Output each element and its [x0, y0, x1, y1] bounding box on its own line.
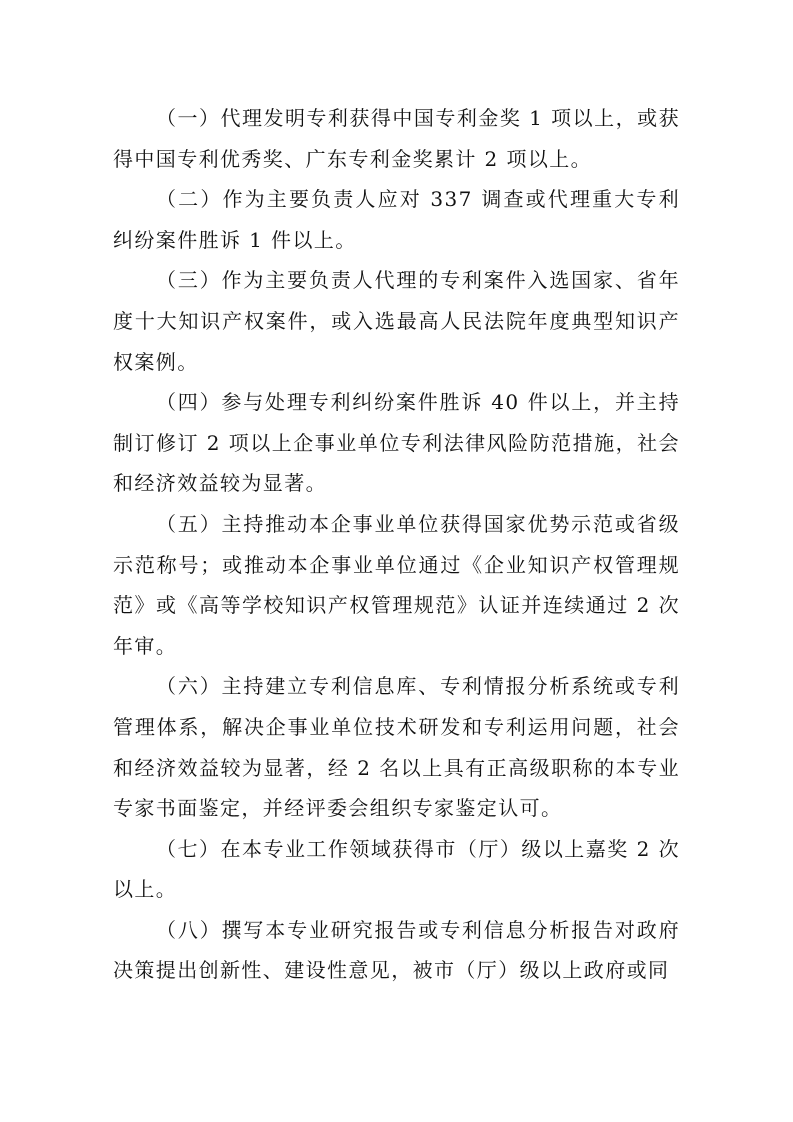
criterion-2-paragraph: （二）作为主要负责人应对 337 调查或代理重大专利纠纷案件胜诉 1 件以上。	[113, 187, 680, 252]
criterion-6-paragraph: （六）主持建立专利信息库、专利情报分析系统或专利管理体系，解决企事业单位技术研发和专利运用问题，社会和经济效益较为显著，经 2 名以上具有正高级职称的本专业专家书面鉴定，并经评委会组织专家鉴定认可。	[113, 674, 680, 821]
criterion-1-paragraph: （一）代理发明专利获得中国专利金奖 1 项以上，或获得中国专利优秀奖、广东专利金奖累计 2 项以上。	[113, 106, 680, 171]
criterion-3-paragraph: （三）作为主要负责人代理的专利案件入选国家、省年度十大知识产权案件，或入选最高人民法院年度典型知识产权案例。	[113, 268, 680, 374]
document-body	[113, 98, 680, 991]
criterion-4-paragraph: （四）参与处理专利纠纷案件胜诉 40 件以上，并主持制订修订 2 项以上企事业单位专利法律风险防范措施，社会和经济效益较为显著。	[113, 390, 680, 496]
criterion-5-paragraph: （五）主持推动本企事业单位获得国家优势示范或省级示范称号；或推动本企事业单位通过《企业知识产权管理规范》或《高等学校知识产权管理规范》认证并连续通过 2 次年审。	[113, 511, 680, 658]
criterion-7-paragraph: （七）在本专业工作领域获得市（厅）级以上嘉奖 2 次以上。	[113, 836, 680, 902]
criterion-8-paragraph: （八）撰写本专业研究报告或专利信息分析报告对政府决策提出创新性、建设性意见，被市（厅）级以上政府或同	[113, 917, 680, 983]
